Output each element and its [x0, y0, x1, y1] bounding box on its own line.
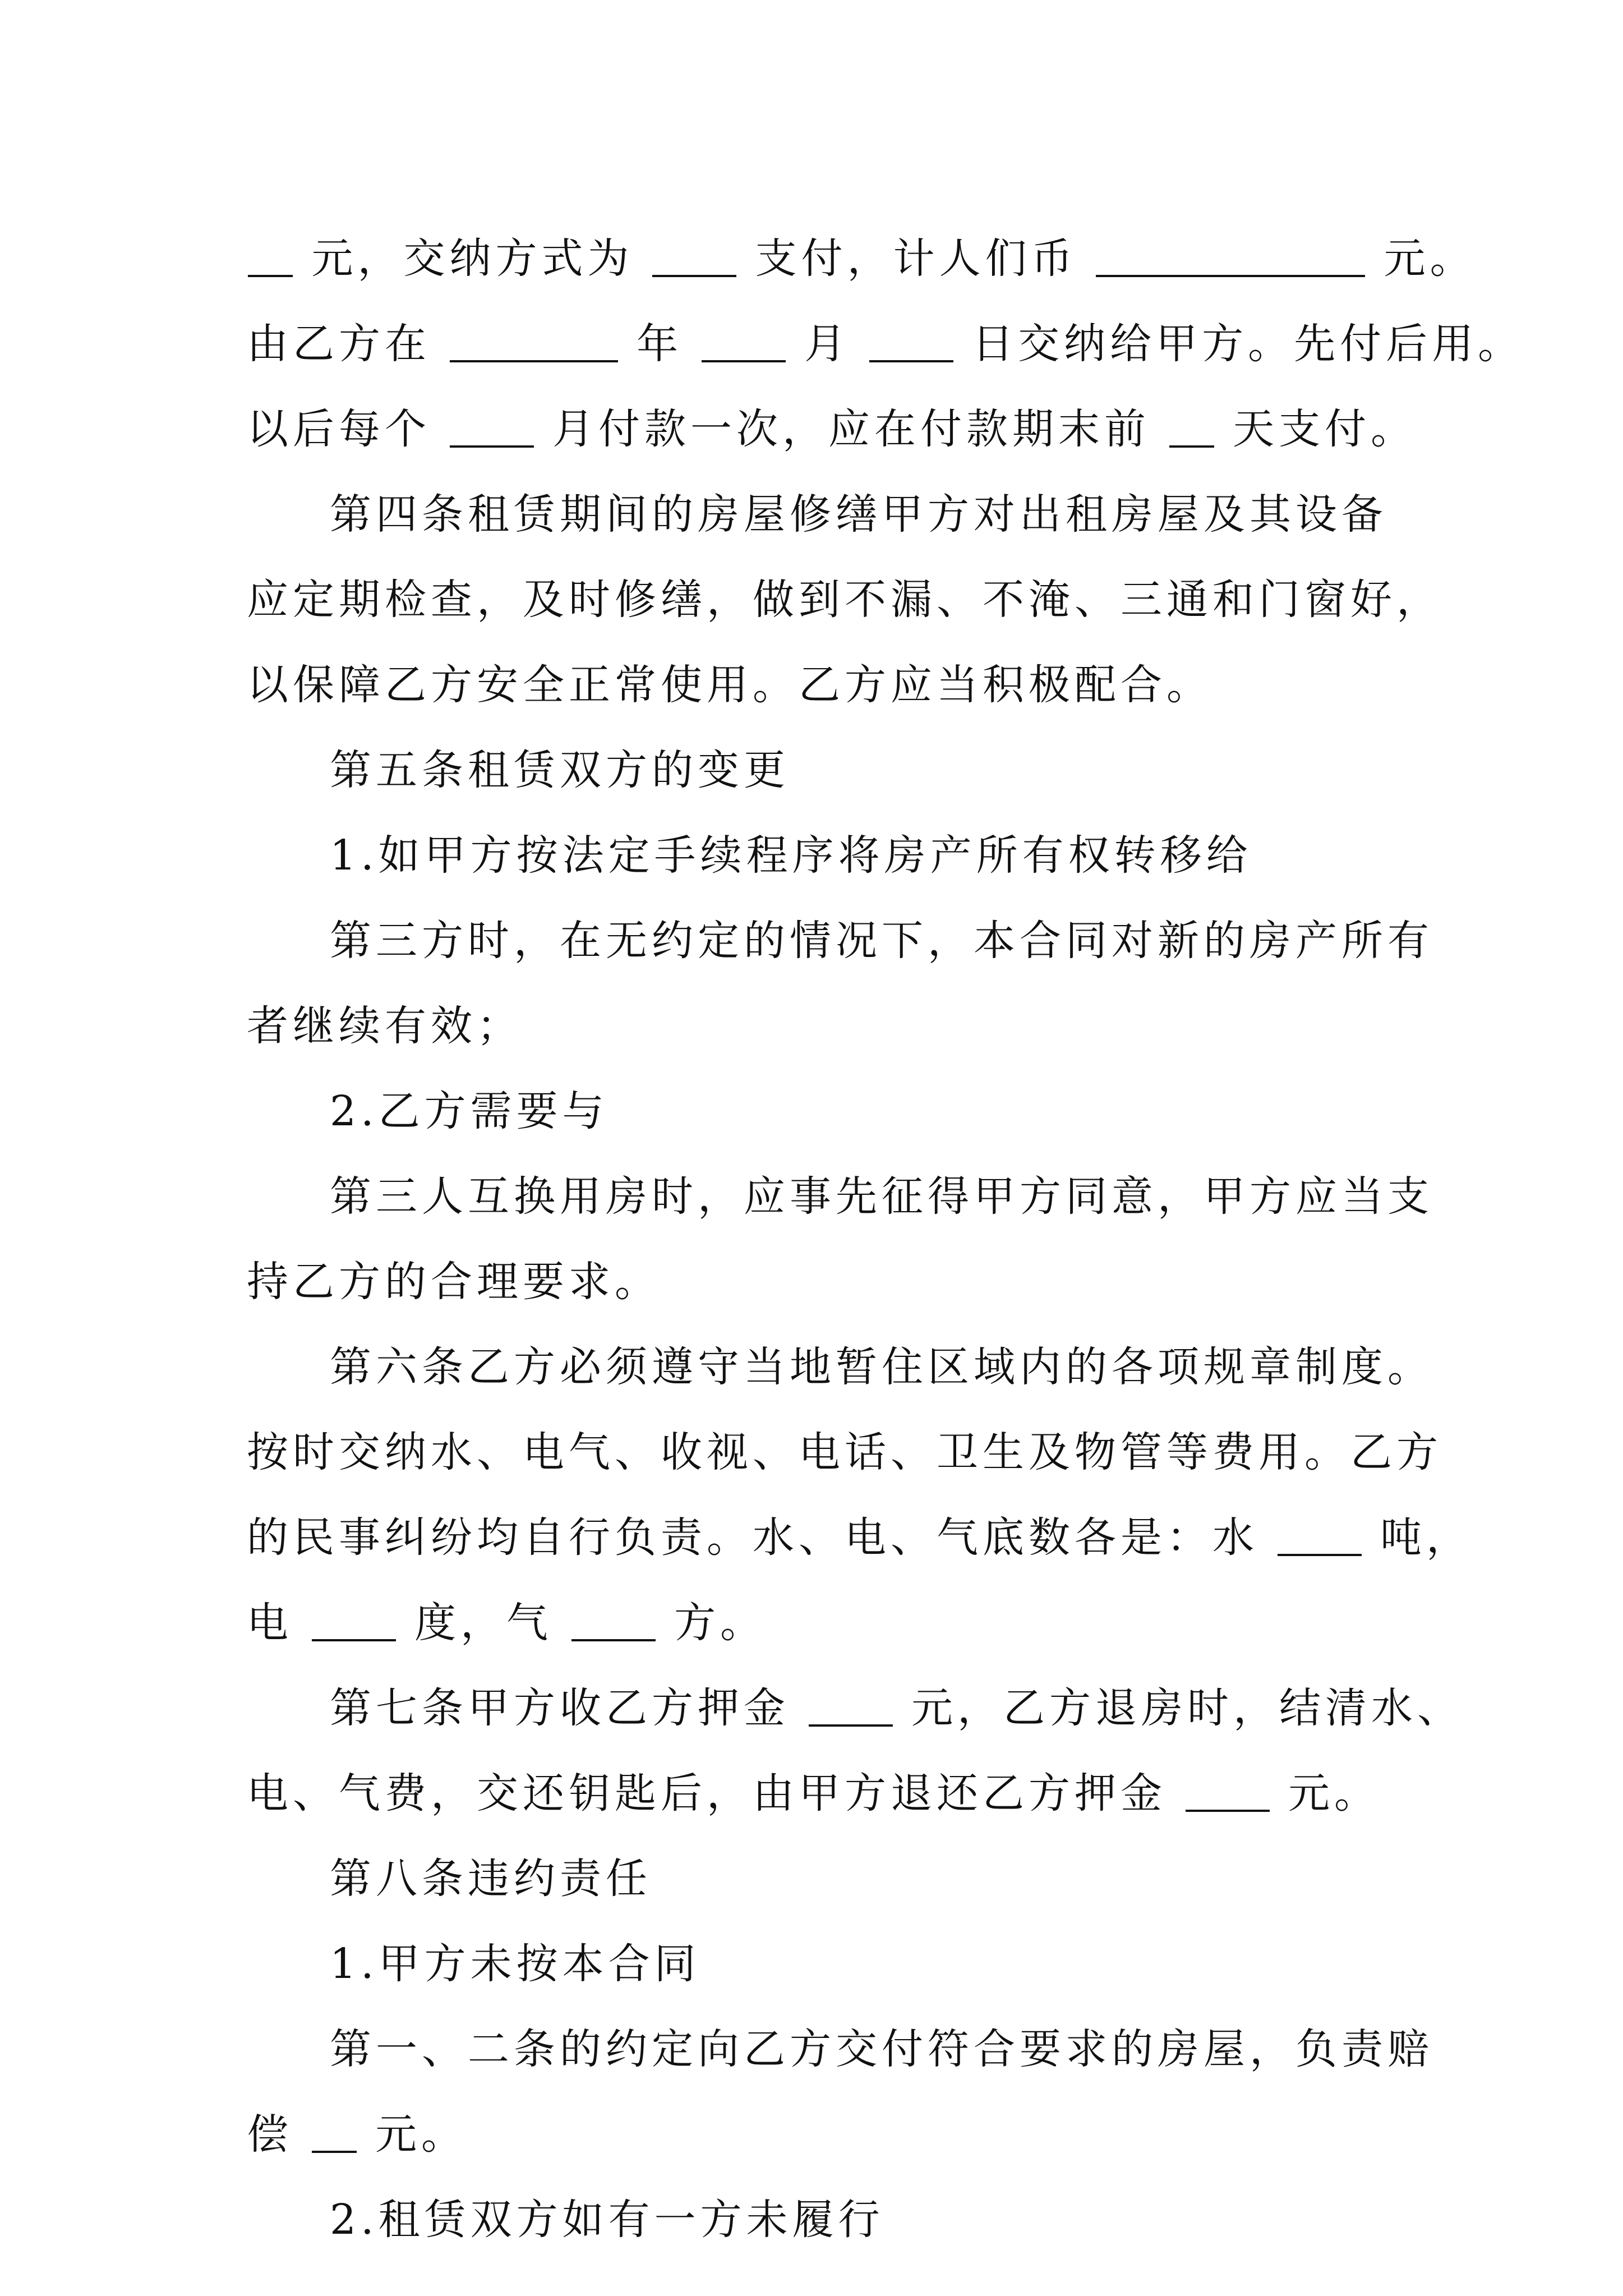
- text-fragment: 吨，: [1380, 1513, 1473, 1562]
- paragraph-line: 应定期检查，及时修缮，做到不漏、不淹、三通和门窗好，: [247, 576, 1442, 624]
- fill-in-blank: [450, 409, 534, 448]
- fill-in-blank: [1096, 239, 1365, 277]
- fill-in-blank: [1186, 1774, 1270, 1812]
- paragraph-line: [247, 1580, 1391, 1665]
- paragraph-line: 2.租赁双方如有一方未履行: [330, 2196, 884, 2244]
- paragraph-line: [247, 2092, 1391, 2177]
- fill-in-blank: [312, 2115, 357, 2153]
- paragraph-line: [247, 216, 1476, 301]
- paragraph-line: 第三人互换用房时，应事先征得甲方同意，甲方应当支: [330, 1172, 1433, 1221]
- paragraph-line: 者继续有效；: [247, 1002, 523, 1050]
- fill-in-blank: [450, 324, 618, 362]
- paragraph-line: 按时交纳水、电气、收视、电话、卫生及物管等费用。乙方: [247, 1428, 1442, 1476]
- text-fragment: 元，乙方退房时，结清水、: [911, 1684, 1464, 1732]
- paragraph-line: 第三方时，在无约定的情况下，本合同对新的房产所有: [330, 917, 1433, 965]
- text-fragment: 度，气: [414, 1599, 553, 1647]
- text-fragment: 的民事纠纷均自行负责。水、电、气底数各是：水: [247, 1513, 1258, 1562]
- paragraph-line: 第六条乙方必须遵守当地暂住区域内的各项规章制度。: [330, 1343, 1433, 1391]
- text-fragment: 电、气费，交还钥匙后，由甲方退还乙方押金: [247, 1769, 1166, 1818]
- text-fragment: 方。: [674, 1599, 767, 1647]
- paragraph-line: 1.如甲方按法定手续程序将房产所有权转移给: [330, 831, 1252, 880]
- paragraph-line: 持乙方的合理要求。: [247, 1258, 661, 1306]
- text-fragment: 以后每个: [247, 405, 431, 453]
- text-fragment: 偿: [247, 2110, 293, 2159]
- paragraph-line: [247, 1665, 1464, 1751]
- text-fragment: 天支付。: [1233, 405, 1417, 453]
- text-fragment: 第七条甲方收乙方押金: [330, 1684, 790, 1732]
- paragraph-line: 以保障乙方安全正常使用。乙方应当积极配合。: [247, 661, 1212, 709]
- fill-in-blank: [869, 324, 953, 362]
- paragraph-line: 2.乙方需要与: [330, 1087, 608, 1135]
- text-fragment: 电: [247, 1599, 293, 1647]
- text-fragment: 年: [637, 320, 683, 368]
- section-heading: 第八条违约责任: [330, 1855, 652, 1903]
- text-fragment: 由乙方在: [247, 320, 431, 368]
- fill-in-blank: [1278, 1518, 1362, 1556]
- text-fragment: 元。: [375, 2110, 468, 2159]
- fill-in-blank: [652, 239, 736, 277]
- fill-in-blank: [312, 1603, 396, 1641]
- text-fragment: 月: [804, 320, 851, 368]
- fill-in-blank: [702, 324, 786, 362]
- paragraph-line: [247, 386, 1417, 472]
- text-fragment: 元。: [1288, 1769, 1381, 1818]
- paragraph-line: [247, 301, 1524, 386]
- paragraph-line: 第四条租赁期间的房屋修缮甲方对出租房屋及其设备: [330, 490, 1387, 539]
- text-fragment: 元，交纳方式为: [311, 234, 634, 283]
- fill-in-blank: [248, 239, 293, 277]
- text-fragment: 支付，计人们币: [755, 234, 1077, 283]
- contract-body: [247, 216, 1524, 2262]
- paragraph-line: [247, 1495, 1473, 1580]
- fill-in-blank: [571, 1603, 656, 1641]
- fill-in-blank: [809, 1688, 893, 1727]
- fill-in-blank: [1169, 409, 1214, 448]
- paragraph-line: 1.甲方未按本合同: [330, 1940, 700, 1988]
- text-fragment: 日交纳给甲方。先付后用。: [972, 320, 1524, 368]
- paragraph-line: 第一、二条的约定向乙方交付符合要求的房屋，负责赔: [330, 2025, 1433, 2073]
- paragraph-line: [247, 1751, 1391, 1836]
- text-fragment: 元。: [1384, 234, 1476, 283]
- section-heading: 第五条租赁双方的变更: [330, 746, 790, 794]
- text-fragment: 月付款一次，应在付款期末前: [552, 405, 1151, 453]
